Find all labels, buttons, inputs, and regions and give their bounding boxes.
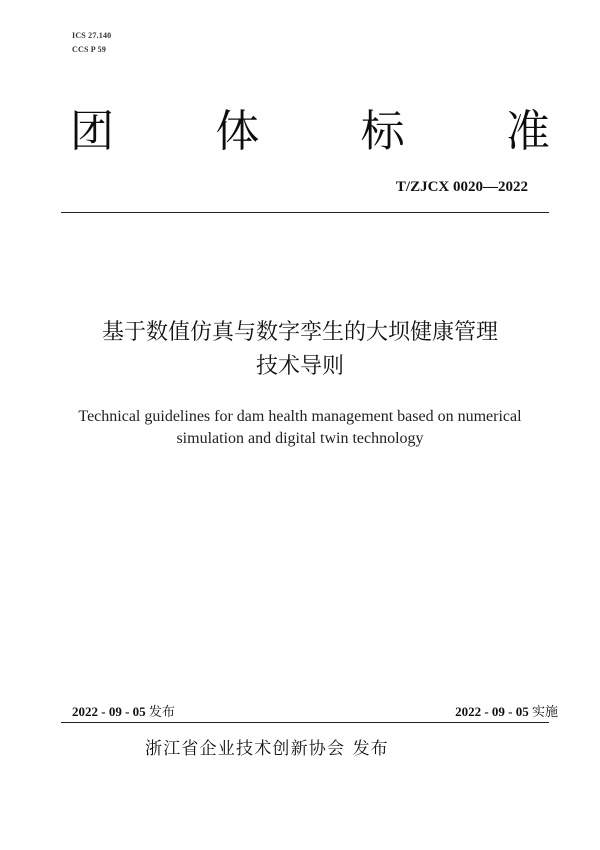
standard-type-char: 团 <box>70 106 114 157</box>
issue-date <box>72 701 175 720</box>
top-divider <box>61 212 549 213</box>
chinese-title <box>40 316 560 384</box>
standard-type-char: 准 <box>505 106 550 157</box>
implementation-date <box>455 701 558 720</box>
publisher-action: 发布 <box>352 739 389 759</box>
standard-type-char: 标 <box>360 106 405 157</box>
ccs-code: CCS P 59 <box>72 45 107 54</box>
implementation-date-value: 2022 - 09 - 05 <box>455 704 529 719</box>
standard-type-heading <box>70 108 550 156</box>
issue-date-label: 发布 <box>148 705 175 720</box>
ics-code: ICS 27.140 <box>72 31 112 40</box>
english-title-line-1: Technical guidelines for dam health management based on numerical <box>78 408 522 425</box>
chinese-title-line-2: 技术导则 <box>255 354 344 379</box>
chinese-title-line-1: 基于数值仿真与数字孪生的大坝健康管理 <box>101 320 498 345</box>
standard-number: T/ZJCX 0020—2022 <box>395 179 528 195</box>
publisher-line <box>145 734 465 759</box>
publisher-organization: 浙江省企业技术创新协会 <box>145 739 346 759</box>
issue-date-value: 2022 - 09 - 05 <box>72 704 146 719</box>
english-title <box>40 406 560 450</box>
standard-type-char: 体 <box>215 106 260 157</box>
implementation-date-label: 实施 <box>531 705 558 720</box>
english-title-line-2: simulation and digital twin technology <box>176 430 424 447</box>
bottom-divider <box>61 722 549 723</box>
